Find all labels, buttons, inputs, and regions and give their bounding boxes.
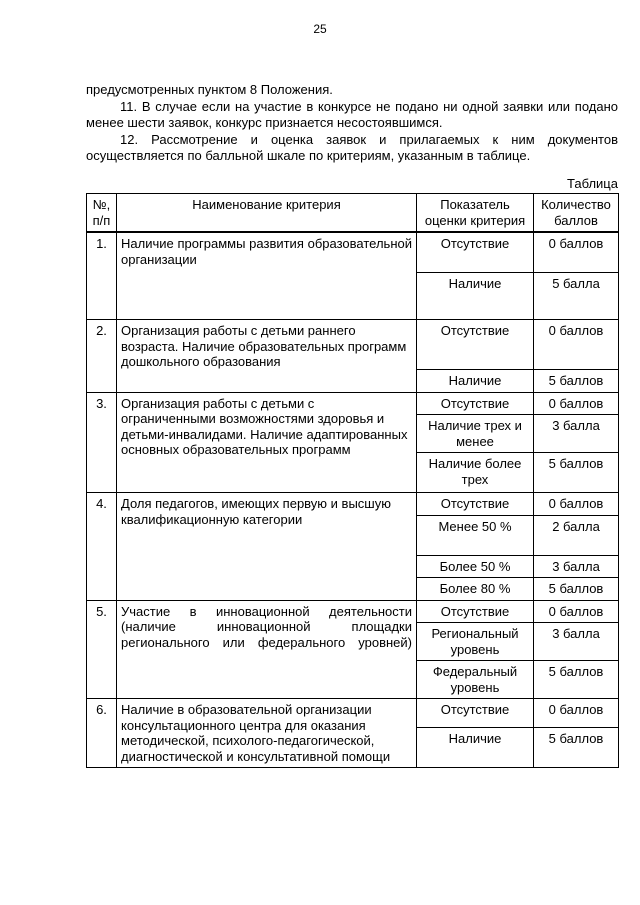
points-cell: 0 баллов [534, 320, 619, 370]
indicator-cell: Отсутствие [417, 699, 534, 728]
indicator-cell: Отсутствие [417, 600, 534, 623]
indicator-cell: Менее 50 % [417, 515, 534, 555]
header-criterion: Наименование критерия [117, 194, 417, 233]
criteria-table [86, 193, 619, 768]
header-num: №, п/п [87, 194, 117, 233]
indicator-cell: Отсутствие [417, 493, 534, 516]
points-cell: 0 баллов [534, 232, 619, 273]
points-cell: 0 баллов [534, 392, 619, 415]
indicator-cell: Наличие [417, 273, 534, 320]
points-cell: 2 балла [534, 515, 619, 555]
points-cell: 0 баллов [534, 493, 619, 516]
table-header-row [87, 194, 619, 233]
indicator-cell: Наличие [417, 370, 534, 393]
indicator-cell: Отсутствие [417, 320, 534, 370]
body-text [86, 82, 618, 165]
header-indicator: Показатель оценки критерия [417, 194, 534, 233]
indicator-cell: Федеральный уровень [417, 661, 534, 699]
paragraph-continuation: предусмотренных пунктом 8 Положения. [86, 82, 333, 97]
points-cell: 3 балла [534, 415, 619, 453]
indicator-cell: Более 80 % [417, 578, 534, 601]
criterion-name: Наличие программы развития образовательной организации [117, 232, 417, 320]
page-number: 25 [313, 22, 327, 36]
points-cell: 5 баллов [534, 728, 619, 768]
criterion-number: 1. [87, 232, 117, 320]
points-cell: 5 баллов [534, 578, 619, 601]
paragraph-12: 12. Рассмотрение и оценка заявок и прилагаемых к ним документов осуществляется по балльной шкале по критериям, указанным в таблице. [86, 131, 618, 163]
points-cell: 3 балла [534, 623, 619, 661]
paragraph-11: 11. В случае если на участие в конкурсе не подано ни одной заявки или подано менее шести заявок, конкурс признается несостоявшимся. [86, 98, 618, 130]
table-row [87, 699, 619, 728]
indicator-cell: Наличие более трех [417, 453, 534, 493]
criterion-name: Организация работы с детьми с ограниченными возможностями здоровья и детьми-инвалидами. Наличие адаптированных основных образовательных программ [117, 392, 417, 493]
indicator-cell: Отсутствие [417, 392, 534, 415]
criterion-number: 4. [87, 493, 117, 601]
indicator-cell: Наличие трех и менее [417, 415, 534, 453]
criterion-number: 5. [87, 600, 117, 699]
criterion-name: Участие в инновационной деятельности (наличие инновационной площадки регионального или федерального уровней) [117, 600, 417, 699]
table-caption: Таблица [567, 176, 618, 191]
header-points: Количество баллов [534, 194, 619, 233]
criterion-number: 6. [87, 699, 117, 768]
indicator-cell: Отсутствие [417, 232, 534, 273]
points-cell: 0 баллов [534, 699, 619, 728]
criterion-name: Доля педагогов, имеющих первую и высшую квалификационную категории [117, 493, 417, 601]
criterion-number: 2. [87, 320, 117, 393]
criterion-name: Наличие в образовательной организации консультационного центра для оказания методической, психолого-педагогической, диагностической и консультативной помощи [117, 699, 417, 768]
points-cell: 5 баллов [534, 453, 619, 493]
table-row [87, 493, 619, 516]
criterion-number: 3. [87, 392, 117, 493]
points-cell: 5 балла [534, 273, 619, 320]
table-row [87, 320, 619, 370]
points-cell: 0 баллов [534, 600, 619, 623]
points-cell: 3 балла [534, 555, 619, 578]
criterion-name: Организация работы с детьми раннего возраста. Наличие образовательных программ дошкольного образования [117, 320, 417, 393]
indicator-cell: Более 50 % [417, 555, 534, 578]
table-row [87, 600, 619, 623]
points-cell: 5 баллов [534, 661, 619, 699]
indicator-cell: Наличие [417, 728, 534, 768]
table-row [87, 392, 619, 415]
indicator-cell: Региональный уровень [417, 623, 534, 661]
points-cell: 5 баллов [534, 370, 619, 393]
table-row [87, 232, 619, 273]
